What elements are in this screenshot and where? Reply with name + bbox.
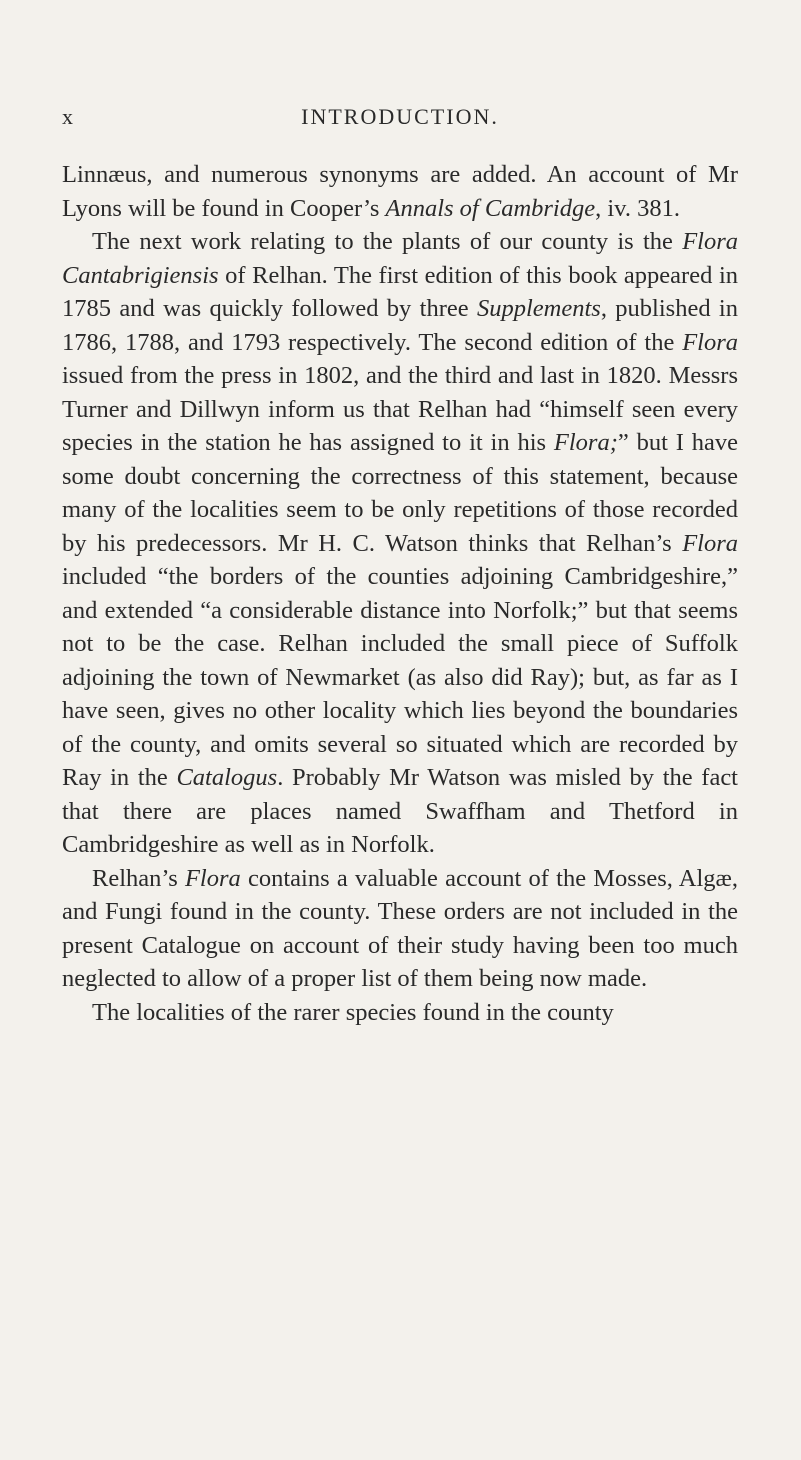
paragraph-4: The localities of the rarer species found in the county bbox=[92, 998, 614, 1026]
paragraph-2: The next work relating to the plants of our county is the Flora Cantabrigiensis of Relhan. The first edition of this book appeared in 1785 and was quickly followed by three Supplements, published in 1786, 1788, and 1793 respectively. The second edition of the Flora issued from the press in 1802, and the third and last in 1820. Messrs Turner and Dillwyn inform us that Relhan had “himself seen every species in the station he has assigned to it in his Flora;” but I have some doubt concerning the correctness of this statement, because many of the localities seem to be only repetitions of those recorded by his predecessors. Mr H. C. Watson thinks that Relhan’s Flora included “the borders of the counties adjoining Cambridgeshire,” and extended “a considerable distance into Norfolk;” but that seems not to be the case. Relhan included the small piece of Suffolk adjoining the town of Newmarket (as also did Ray); but, as far as I have seen, gives no other locality which lies beyond the boundaries of the county, and omits several so situated which are recorded by Ray in the Catalogus. Probably Mr Watson was misled by the fact that there are places named Swaffham and Thetford in Cambridgeshire as well as in Norfolk. bbox=[62, 228, 738, 858]
paragraph-3: Relhan’s Flora contains a valuable account of the Mosses, Algæ, and Fungi found in the county. These orders are not included in the present Catalogue on account of their study having been too much neglected to allow of a proper list of them being now made. bbox=[62, 864, 738, 992]
body-text bbox=[62, 158, 738, 1029]
running-head bbox=[62, 104, 738, 134]
page-title: INTRODUCTION. bbox=[301, 104, 499, 129]
paragraph-1: Linnæus, and numerous synonyms are added. An account of Mr Lyons will be found in Cooper’s Annals of Cambridge, iv. 381. bbox=[62, 161, 738, 222]
page-number: x bbox=[62, 104, 75, 129]
